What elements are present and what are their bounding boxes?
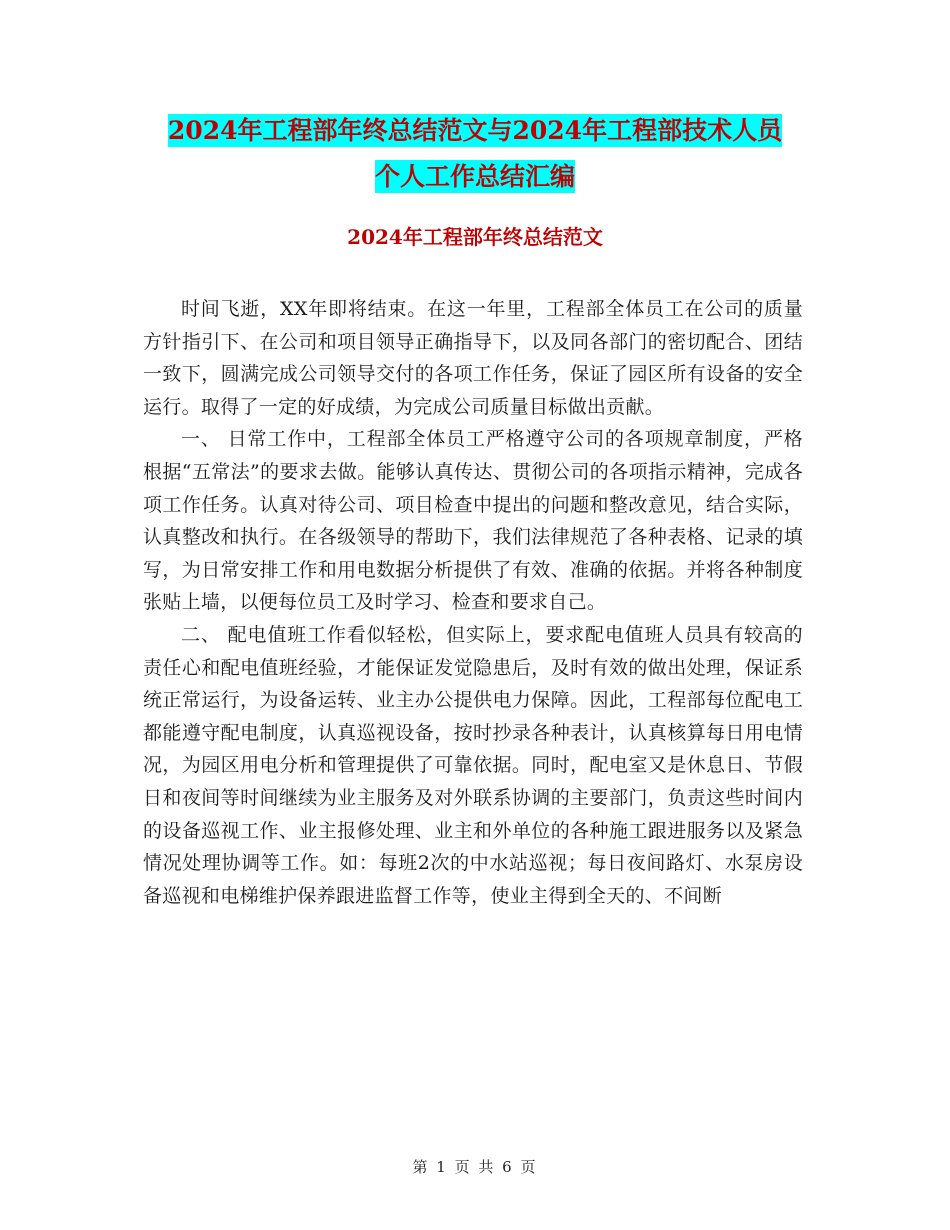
document-title-line-1: 2024年工程部年终总结范文与2024年工程部技术人员 bbox=[167, 116, 783, 145]
document-title bbox=[0, 108, 950, 200]
document-title-line-2: 个人工作总结汇编 bbox=[374, 162, 575, 191]
paragraph-2: 一、 日常工作中，工程部全体员工严格遵守公司的各项规章制度，严格根据“五常法”的要求去做。能够认真传达、贯彻公司的各项指示精神，完成各项工作任务。认真对待公司、项目检查中提出的问题和整改意见，结合实际，认真整改和执行。在各级领导的帮助下，我们法律规范了各种表格、记录的填写，为日常安排工作和用电数据分析提供了有效、准确的依据。并将各种制度张贴上墙，以便每位员工及时学习、检查和要求自己。 bbox=[143, 428, 803, 614]
paragraph-1: 时间飞逝，XX年即将结束。在这一年里，工程部全体员工在公司的质量方针指引下、在公司和项目领导正确指导下，以及同各部门的密切配合、团结一致下，圆满完成公司领导交付的各项工作任务，保证了园区所有设备的安全运行。取得了一定的好成绩，为完成公司质量目标做出贡献。 bbox=[143, 298, 803, 418]
document-body bbox=[143, 293, 803, 912]
section-title: 2024年工程部年终总结范文 bbox=[347, 225, 603, 249]
paragraph-3: 二、 配电值班工作看似轻松，但实际上，要求配电值班人员具有较高的责任心和配电值班经验，才能保证发觉隐患后，及时有效的做出处理，保证系统正常运行，为设备运转、业主办公提供电力保障。因此，工程部每位配电工都能遵守配电制度，认真巡视设备，按时抄录各种表计，认真核算每日用电情况，为园区用电分析和管理提供了可靠依据。同时，配电室又是休息日、节假日和夜间等时间继续为业主服务及对外联系协调的主要部门，负责这些时间内的设备巡视工作、业主报修处理、业主和外单位的各种施工跟进服务以及紧急情况处理协调等工作。如：每班2次的中水站巡视；每日夜间路灯、水泵房设备巡视和电梯维护保养跟进监督工作等，使业主得到全天的、不间断 bbox=[143, 623, 803, 907]
page-footer: 第 1 页 共 6 页 bbox=[412, 1158, 538, 1176]
